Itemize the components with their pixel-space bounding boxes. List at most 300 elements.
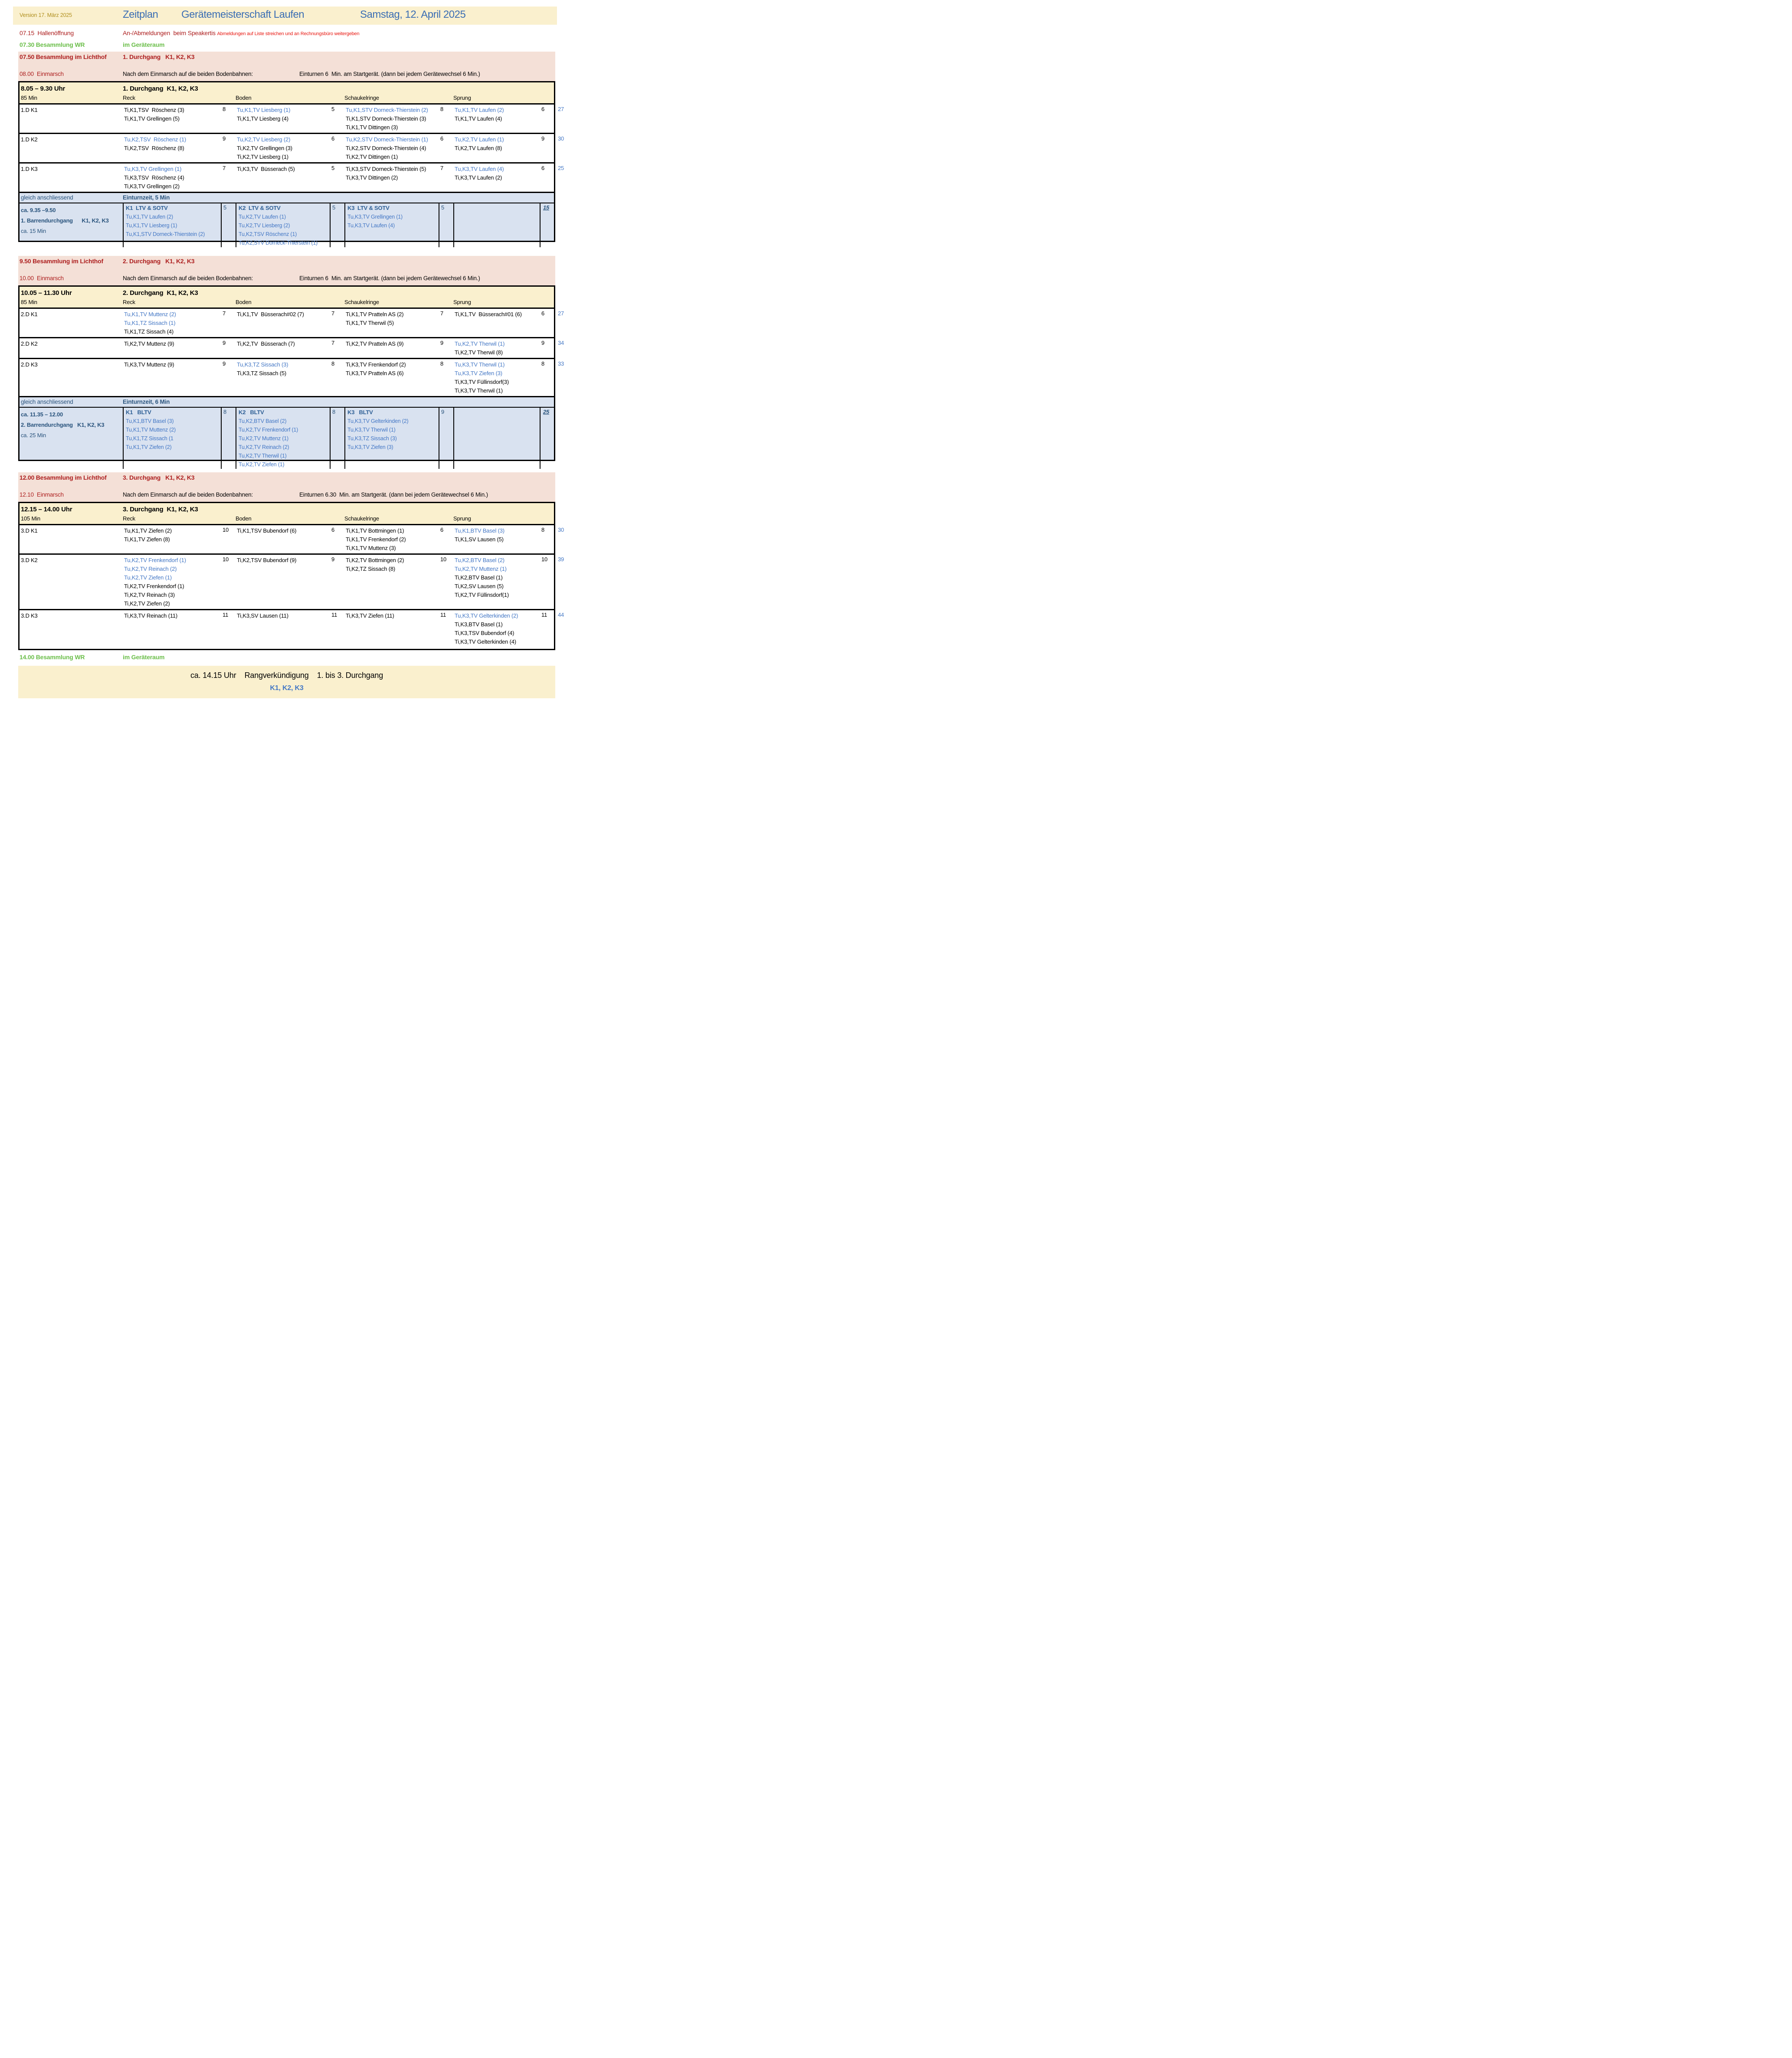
cell-reck — [123, 610, 221, 649]
count-reck: 9 — [223, 135, 226, 142]
cell-reck — [123, 105, 221, 133]
time-range: 8.05 – 9.30 Uhr — [21, 85, 66, 92]
einmarsch-row — [20, 275, 555, 285]
row-detail: im Geräteraum — [123, 41, 165, 48]
entry-line: Ti,K3,TV Büsserach (5) — [237, 166, 295, 172]
event-title: Gerätemeisterschaft Laufen — [181, 9, 305, 20]
count-boden: 9 — [331, 556, 335, 563]
einturnen-text: Einturnen 6 Min. am Startgerät. (dann bei jedem Gerätewechsel 6 Min.) — [299, 275, 480, 281]
entry-line: Ti,K1,TSV Bubendorf (6) — [237, 527, 297, 534]
entry-line: Ti,K3,TSV Röschenz (4) — [124, 174, 184, 181]
entry-line: Ti,K3,TZ Sissach (5) — [237, 370, 286, 376]
table-durchgang-1 — [18, 81, 564, 246]
count-sprung: 8 — [541, 527, 545, 533]
count-boden: 6 — [331, 527, 335, 533]
col-reck: Reck — [123, 299, 135, 305]
col-schaukelringe: Schaukelringe — [344, 95, 379, 101]
entry-line: Tu,K1,TV Ziefen (2) — [126, 444, 172, 450]
durchgang-title: 3. Durchgang K1, K2, K3 — [123, 506, 198, 513]
barren-duration: ca. 15 Min — [21, 228, 46, 234]
schedule-page — [0, 0, 597, 698]
entry-line: Ti,K2,SV Lausen (5) — [455, 583, 504, 589]
duration-label: 105 Min — [21, 515, 40, 522]
entry-line: Ti,K3,TV Therwil (1) — [455, 387, 503, 394]
spacer — [20, 267, 555, 275]
cell-boden — [236, 555, 330, 609]
entry-line: Ti,K3,TV Füllinsdorf(3) — [455, 379, 509, 385]
einmarsch-text: Nach dem Einmarsch auf die beiden Bodenbahnen: — [123, 491, 253, 498]
table-row — [20, 609, 564, 649]
entry-line: Tu,K2,TV Frenkendorf (1) — [124, 557, 186, 563]
time-label: 10.00 Einmarsch — [20, 275, 64, 281]
count-schaukelringe: 9 — [440, 340, 444, 346]
entry-line: Ti,K1,SV Lausen (5) — [455, 536, 504, 543]
count-boden: 8 — [331, 360, 335, 367]
entry-line: Tu,K1,STV Dorneck-Thierstein (2) — [126, 231, 205, 237]
cell-reck — [123, 164, 221, 192]
entry-line: Ti,K1,STV Dorneck-Thierstein (3) — [346, 115, 426, 122]
barren-box-list — [126, 213, 219, 239]
entry-line: Tu,K3,TV Laufen (4) — [347, 222, 395, 229]
durchgang-title: 1. Durchgang K1, K2, K3 — [123, 85, 198, 92]
entry-line: Ti,K1,TV Dittingen (3) — [346, 124, 398, 131]
entry-line: Tu,K2,TV Reinach (2) — [239, 444, 289, 450]
count-schaukelringe: 8 — [440, 106, 444, 112]
einmarsch-text: Nach dem Einmarsch auf die beiden Bodenbahnen: — [123, 275, 253, 281]
barren-count-k2: 8 — [330, 408, 344, 469]
einturnzeit-label: Einturnzeit, 6 Min — [123, 399, 170, 405]
barren-time: ca. 9.35 –9.50 — [21, 207, 56, 213]
header-band — [13, 7, 557, 25]
count-schaukelringe: 6 — [440, 527, 444, 533]
barren-box-header: K1 LTV & SOTV — [126, 205, 168, 211]
table-durchgang-2 — [18, 285, 564, 468]
cell-boden — [236, 164, 330, 192]
cell-reck — [123, 525, 221, 553]
col-boden: Boden — [236, 299, 252, 305]
row-hallenoeffnung — [18, 29, 555, 38]
row-total: 34 — [558, 340, 564, 346]
entry-line: Tu,K2,TSV Röschenz (1) — [124, 136, 187, 143]
entry-line: Tu,K1,TV Ziefen (2) — [124, 527, 172, 534]
row-label: 1.D K3 — [21, 166, 38, 172]
time-label: 14.00 Besammlung WR — [20, 654, 85, 661]
entry-line: Ti,K2,STV Dorneck-Thierstein (4) — [346, 145, 426, 151]
row-total: 33 — [558, 360, 564, 367]
count-sprung: 10 — [541, 556, 548, 563]
row-label: 3.D K3 — [21, 612, 38, 619]
entry-line: Tu,K2,TSV Röschenz (1) — [239, 231, 297, 237]
cell-sprung — [453, 134, 540, 162]
entry-line: Ti,K2,TSV Röschenz (8) — [124, 145, 184, 151]
entry-line: Ti,K1,TV Muttenz (3) — [346, 545, 396, 551]
event-date: Samstag, 12. April 2025 — [360, 9, 466, 20]
entry-line: Tu,K1,TV Laufen (2) — [455, 107, 504, 113]
table-row — [20, 308, 564, 337]
durchgang-label: 1. Durchgang K1, K2, K3 — [123, 53, 195, 60]
count-schaukelringe: 7 — [440, 310, 444, 317]
count-boden: 5 — [331, 165, 335, 171]
barren-box-list — [347, 213, 437, 230]
entry-line: Tu,K2,STV Dorneck-Thierstein (1) — [239, 240, 318, 246]
table-row — [20, 553, 564, 609]
abmeldungen-label: An-/Abmeldungen beim Speakertis — [123, 29, 216, 36]
cell-reck — [123, 555, 221, 609]
entry-line: Ti,K1,TV Frenkendorf (2) — [346, 536, 406, 543]
entry-line: Tu,K2,TV Therwil (1) — [239, 453, 287, 459]
entry-line: Tu,K1,STV Dorneck-Thierstein (2) — [346, 107, 428, 113]
barren-time: ca. 11.35 – 12.00 — [21, 411, 63, 418]
barren-box-k3 — [344, 203, 439, 247]
row-label: 3.D K2 — [21, 557, 38, 563]
entry-line: Ti,K3,TV Pratteln AS (6) — [346, 370, 404, 376]
entry-line: Ti,K2,TV Dittingen (1) — [346, 154, 398, 160]
entry-line: Ti,K2,TV Reinach (3) — [124, 592, 175, 598]
cell-sprung — [453, 105, 540, 133]
table-row — [20, 162, 564, 192]
barren-box-k2 — [236, 203, 330, 247]
cell-sprung — [453, 359, 540, 396]
barren-count-k3: 9 — [439, 408, 453, 469]
einturnzeit-row — [20, 192, 554, 203]
entry-line: Tu,K1,TV Muttenz (2) — [124, 311, 176, 317]
footer-categories: K1, K2, K3 — [270, 684, 304, 692]
entry-line: Tu,K3,TV Therwil (1) — [455, 361, 505, 368]
count-schaukelringe: 11 — [440, 612, 446, 618]
col-sprung: Sprung — [453, 299, 471, 305]
entry-line: Tu,K2,TV Ziefen (1) — [124, 574, 172, 581]
entry-line: Ti,K1,TV Pratteln AS (2) — [346, 311, 404, 317]
row-label: 1.D K1 — [21, 107, 38, 113]
barren-count-k3: 5 — [439, 203, 453, 247]
entry-line: Tu,K2,TV Laufen (1) — [239, 214, 286, 220]
entry-line: Ti,K3,STV Dorneck-Thierstein (5) — [346, 166, 426, 172]
cell-schaukelringe — [344, 134, 439, 162]
row-label: 1.D K2 — [21, 136, 38, 143]
row-total: 44 — [558, 612, 564, 618]
entry-line: Tu,K2,TV Liesberg (2) — [237, 136, 291, 143]
entry-line: Tu,K2,TV Muttenz (1) — [455, 566, 507, 572]
table-header — [20, 287, 554, 308]
cell-sprung — [453, 164, 540, 192]
cell-schaukelringe — [344, 610, 439, 649]
count-reck: 11 — [223, 612, 229, 618]
entry-line: Tu,K3,TV Grellingen (1) — [347, 214, 403, 220]
entry-line: Ti,K2,TV Therwil (8) — [455, 349, 503, 356]
einmarsch-text: Nach dem Einmarsch auf die beiden Bodenbahnen: — [123, 71, 253, 77]
cell-schaukelringe — [344, 309, 439, 337]
table-durchgang-3 — [18, 502, 564, 650]
col-sprung: Sprung — [453, 515, 471, 522]
cell-sprung — [453, 309, 540, 337]
cell-reck — [123, 359, 221, 396]
barren-box-k1 — [123, 203, 221, 247]
col-sprung: Sprung — [453, 95, 471, 101]
barren-empty-cell — [453, 408, 540, 469]
barren-box-list — [239, 213, 328, 247]
count-schaukelringe: 8 — [440, 360, 444, 367]
row-label: 2.D K3 — [21, 361, 38, 368]
cell-schaukelringe — [344, 164, 439, 192]
barrendurchgang-row — [20, 407, 554, 468]
row-label: 3.D K1 — [21, 527, 38, 534]
table-row — [20, 358, 564, 396]
table-row — [20, 133, 564, 162]
entry-line: Ti,K2,TV Bottmingen (2) — [346, 557, 404, 563]
count-sprung: 8 — [541, 360, 545, 367]
entry-line: Tu,K2,TV Therwil (1) — [455, 340, 505, 347]
section-band-3 — [18, 472, 555, 502]
count-boden: 11 — [331, 612, 337, 618]
barren-box-header: K3 LTV & SOTV — [347, 205, 390, 211]
cell-schaukelringe — [344, 359, 439, 396]
count-reck: 7 — [223, 165, 226, 171]
count-reck: 10 — [223, 527, 229, 533]
time-label: 07.15 Hallenöffnung — [20, 29, 74, 36]
entry-line: Tu,K1,TV Liesberg (1) — [126, 222, 177, 229]
barren-box-k2 — [236, 408, 330, 469]
entry-line: Tu,K1,BTV Basel (3) — [126, 418, 174, 424]
table-header — [20, 503, 554, 524]
besammlung-row — [20, 258, 555, 267]
barren-box-header: K2 BLTV — [239, 409, 264, 416]
table-row — [20, 103, 564, 133]
row-detail — [123, 29, 555, 38]
entry-line: Tu,K3,TV Therwil (1) — [347, 427, 396, 433]
cell-boden — [236, 610, 330, 649]
count-sprung: 6 — [541, 310, 545, 317]
entry-line: Tu,K3,TV Laufen (4) — [455, 166, 504, 172]
entry-line: Tu,K1,TV Laufen (2) — [126, 214, 173, 220]
entry-line: Ti,K2,TV Ziefen (2) — [124, 600, 170, 607]
cell-reck — [123, 338, 221, 358]
time-label: 9.50 Besammlung im Lichthof — [20, 258, 103, 265]
entry-line: Tu,K2,STV Dorneck-Thierstein (1) — [346, 136, 428, 143]
barren-info — [21, 203, 123, 247]
entry-line: Tu,K1,BTV Basel (3) — [455, 527, 505, 534]
cell-boden — [236, 338, 330, 358]
cell-boden — [236, 309, 330, 337]
entry-line: Tu,K2,BTV Basel (2) — [239, 418, 287, 424]
einmarsch-row — [20, 491, 555, 501]
col-schaukelringe: Schaukelringe — [344, 299, 379, 305]
entry-line: Tu,K3,TV Ziefen (3) — [455, 370, 502, 376]
barrendurchgang-row — [20, 203, 554, 246]
entry-line: Ti,K1,TV Liesberg (4) — [237, 115, 288, 122]
row-total: 27 — [558, 106, 564, 112]
row-detail: im Geräteraum — [123, 654, 165, 661]
row-total: 30 — [558, 527, 564, 533]
row-label: 2.D K2 — [21, 340, 38, 347]
entry-line: Ti,K1,TV Büsserach#01 (6) — [455, 311, 522, 317]
entry-line: Tu,K3,TV Ziefen (3) — [347, 444, 393, 450]
cell-schaukelringe — [344, 525, 439, 553]
count-reck: 7 — [223, 310, 226, 317]
entry-line: Ti,K2,TV Liesberg (1) — [237, 154, 288, 160]
version-label: Version 17. März 2025 — [20, 12, 72, 18]
entry-line: Ti,K1,TZ Sissach (4) — [124, 328, 174, 335]
entry-line: Ti,K1,TV Therwil (5) — [346, 320, 394, 326]
entry-line: Tu,K1,TV Muttenz (2) — [126, 427, 176, 433]
count-boden: 5 — [331, 106, 335, 112]
entry-line: Ti,K3,BTV Basel (1) — [455, 621, 503, 628]
count-sprung: 9 — [541, 135, 545, 142]
entry-line: Ti,K3,TV Muttenz (9) — [124, 361, 174, 368]
abmeldungen-note: Abmeldungen auf Liste streichen und an Rechnungsbüro weitergeben — [217, 31, 360, 36]
count-schaukelringe: 7 — [440, 165, 444, 171]
entry-line: Ti,K3,TV Gelterkinden (4) — [455, 638, 516, 645]
entry-line: Ti,K2,TZ Sissach (8) — [346, 566, 395, 572]
entry-line: Ti,K2,TV Muttenz (9) — [124, 340, 174, 347]
row-besammlung-wr-end — [18, 654, 555, 662]
entry-line: Ti,K1,TV Büsserach#02 (7) — [237, 311, 304, 317]
cell-boden — [236, 105, 330, 133]
count-boden: 7 — [331, 310, 335, 317]
entry-line: Tu,K2,BTV Basel (2) — [455, 557, 505, 563]
cell-sprung — [453, 338, 540, 358]
time-range: 10.05 – 11.30 Uhr — [21, 289, 72, 297]
page-title: Zeitplan — [123, 9, 158, 20]
cell-reck — [123, 309, 221, 337]
entry-line: Ti,K2,TV Grellingen (3) — [237, 145, 292, 151]
cell-sprung — [453, 555, 540, 609]
col-reck: Reck — [123, 95, 135, 101]
entry-line: Tu,K1,TZ Sissach (1 — [126, 435, 174, 442]
entry-line: Tu,K3,TV Gelterkinden (2) — [347, 418, 409, 424]
entry-line: Ti,K3,SV Lausen (11) — [237, 612, 288, 619]
entry-line: Ti,K3,TSV Bubendorf (4) — [455, 630, 514, 636]
barren-title: 1. Barrendurchgang K1, K2, K3 — [21, 217, 109, 224]
entry-line: Tu,K3,TV Grellingen (1) — [124, 166, 182, 172]
entry-line: Tu,K2,TV Laufen (1) — [455, 136, 504, 143]
cell-boden — [236, 525, 330, 553]
cell-boden — [236, 359, 330, 396]
entry-line: Ti,K3,TV Laufen (2) — [455, 174, 502, 181]
time-label: 12.10 Einmarsch — [20, 491, 64, 498]
count-reck: 9 — [223, 360, 226, 367]
entry-line: Tu,K2,TV Muttenz (1) — [239, 435, 289, 442]
barren-box-list — [126, 417, 219, 452]
barren-box-header: K3 BLTV — [347, 409, 373, 416]
entry-line: Ti,K2,BTV Basel (1) — [455, 574, 503, 581]
cell-boden — [236, 134, 330, 162]
entry-line: Ti,K1,TV Grellingen (5) — [124, 115, 180, 122]
barren-count-k1: 8 — [221, 408, 236, 469]
entry-line: Ti,K3,TV Reinach (11) — [124, 612, 177, 619]
barren-count-k1: 5 — [221, 203, 236, 247]
einmarsch-row — [20, 71, 555, 80]
entry-line: Tu,K3,TZ Sissach (3) — [347, 435, 397, 442]
entry-line: Tu,K1,TZ Sissach (1) — [124, 320, 176, 326]
besammlung-row — [20, 53, 555, 63]
time-range: 12.15 – 14.00 Uhr — [21, 506, 72, 513]
count-boden: 6 — [331, 135, 335, 142]
time-label: 08.00 Einmarsch — [20, 71, 64, 77]
cell-schaukelringe — [344, 338, 439, 358]
entry-line: Ti,K1,TSV Röschenz (3) — [124, 107, 184, 113]
entry-line: Ti,K3,TV Dittingen (2) — [346, 174, 398, 181]
cell-schaukelringe — [344, 105, 439, 133]
row-total: 30 — [558, 135, 564, 142]
duration-label: 85 Min — [21, 299, 37, 305]
entry-line: Ti,K2,TV Füllinsdorf(1) — [455, 592, 509, 598]
entry-line: Ti,K2,TV Pratteln AS (9) — [346, 340, 404, 347]
entry-line: Ti,K1,TV Bottmingen (1) — [346, 527, 404, 534]
barren-count-k2: 5 — [330, 203, 344, 247]
col-schaukelringe: Schaukelringe — [344, 515, 379, 522]
durchgang-label: 3. Durchgang K1, K2, K3 — [123, 474, 195, 481]
cell-sprung — [453, 610, 540, 649]
einturnen-text: Einturnen 6.30 Min. am Startgerät. (dann bei jedem Gerätewechsel 6 Min.) — [299, 491, 488, 498]
count-reck: 10 — [223, 556, 229, 563]
section-band-2 — [18, 256, 555, 285]
entry-line: Ti,K1,TV Ziefen (8) — [124, 536, 170, 543]
table-row — [20, 337, 564, 358]
row-besammlung-wr — [18, 41, 555, 50]
entry-line: Ti,K3,TV Grellingen (2) — [124, 183, 180, 190]
col-reck: Reck — [123, 515, 135, 522]
entry-line: Ti,K3,TV Frenkendorf (2) — [346, 361, 406, 368]
time-label: 07.30 Besammlung WR — [20, 41, 85, 48]
durchgang-label: 2. Durchgang K1, K2, K3 — [123, 258, 195, 265]
rangverkuendigung-line: ca. 14.15 Uhr Rangverkündigung 1. bis 3. Durchgang — [190, 671, 383, 680]
count-schaukelringe: 10 — [440, 556, 447, 563]
entry-line: Tu,K3,TV Gelterkinden (2) — [455, 612, 518, 619]
barren-box-list — [347, 417, 437, 452]
duration-label: 85 Min — [21, 95, 37, 101]
einturnzeit-row — [20, 396, 554, 407]
barren-box-header: K1 BLTV — [126, 409, 151, 416]
row-total: 27 — [558, 310, 564, 317]
barren-title: 2. Barrendurchgang K1, K2, K3 — [21, 422, 105, 428]
barren-box-list — [239, 417, 328, 469]
count-boden: 7 — [331, 340, 335, 346]
barren-total: 15 — [540, 203, 554, 247]
row-total: 25 — [558, 165, 564, 171]
einturnzeit-left: gleich anschliessend — [21, 399, 73, 405]
entry-line: Ti,K2,TV Frenkendorf (1) — [124, 583, 184, 589]
spacer — [20, 484, 555, 491]
entry-line: Ti,K2,TV Büsserach (7) — [237, 340, 295, 347]
entry-line: Tu,K1,TV Liesberg (1) — [237, 107, 291, 113]
einturnzeit-label: Einturnzeit, 5 Min — [123, 194, 170, 201]
cell-schaukelringe — [344, 555, 439, 609]
entry-line: Tu,K3,TZ Sissach (3) — [237, 361, 288, 368]
entry-line: Ti,K2,TV Laufen (8) — [455, 145, 502, 151]
barren-duration: ca. 25 Min — [21, 432, 46, 438]
barren-box-k1 — [123, 408, 221, 469]
count-sprung: 11 — [541, 612, 547, 618]
table-row — [20, 524, 564, 553]
count-sprung: 6 — [541, 165, 545, 171]
spacer — [20, 63, 555, 71]
cell-sprung — [453, 525, 540, 553]
besammlung-row — [20, 474, 555, 484]
count-sprung: 9 — [541, 340, 545, 346]
row-label: 2.D K1 — [21, 311, 38, 317]
col-boden: Boden — [236, 95, 252, 101]
durchgang-title: 2. Durchgang K1, K2, K3 — [123, 289, 198, 297]
table-header — [20, 82, 554, 103]
count-reck: 8 — [223, 106, 226, 112]
section-band-1 — [18, 52, 555, 81]
entry-line: Ti,K2,TSV Bubendorf (9) — [237, 557, 297, 563]
footer-band — [18, 666, 555, 698]
entry-line: Tu,K2,TV Liesberg (2) — [239, 222, 290, 229]
barren-info — [21, 408, 123, 469]
entry-line: Tu,K2,TV Reinach (2) — [124, 566, 177, 572]
entry-line: Ti,K1,TV Laufen (4) — [455, 115, 502, 122]
